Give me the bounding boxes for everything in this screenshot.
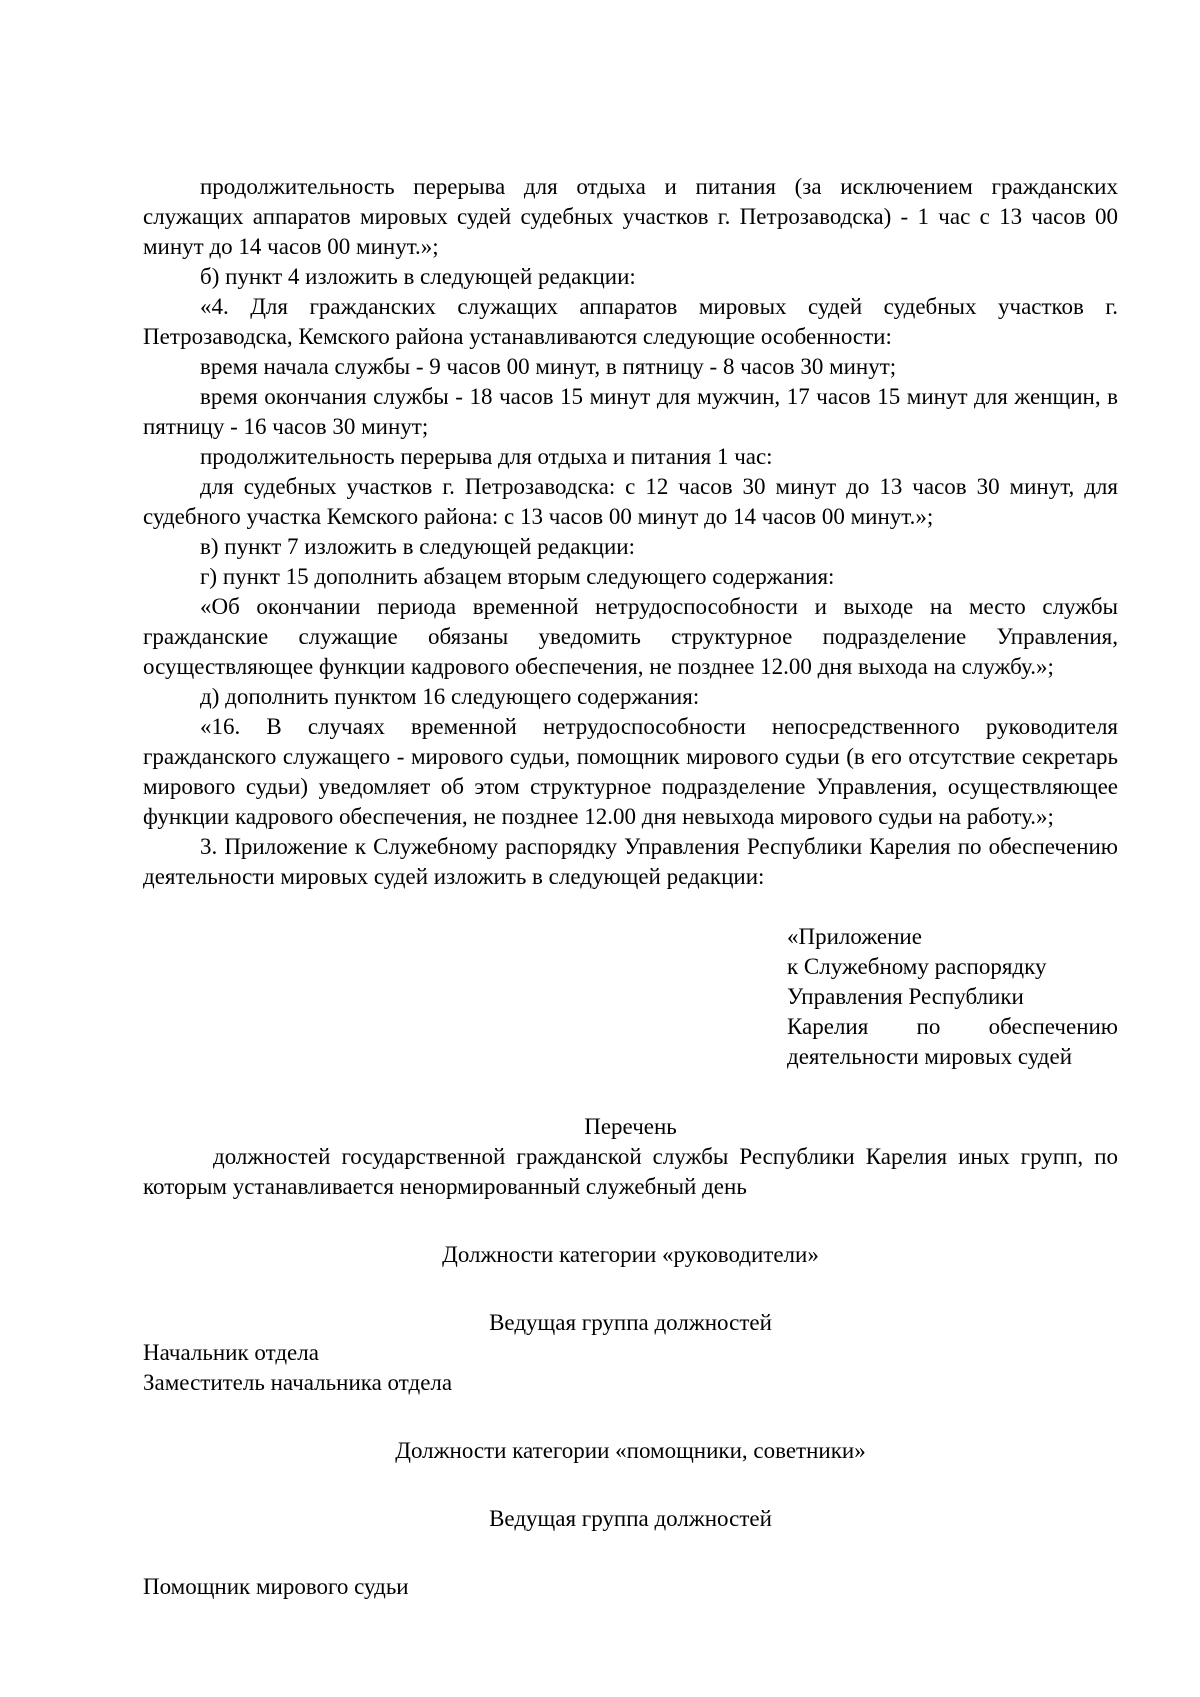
position-item: Начальник отдела	[143, 1340, 319, 1365]
paragraph-point-4: «4. Для гражданских служащих аппаратов мировых судей судебных участков г. Петрозаводска, Кемского района устанавливаются следующие особенности:	[143, 294, 1118, 349]
paragraph-item-g: г) пункт 15 дополнить абзацем вторым следующего содержания:	[200, 564, 835, 589]
position-item: Помощник мирового судьи	[143, 1574, 409, 1599]
appendix-line: Карелия по обеспечению	[787, 1014, 1118, 1039]
paragraph-start-time: время начала службы - 9 часов 00 минут, в пятницу - 8 часов 30 минут;	[200, 354, 897, 379]
appendix-line: «Приложение	[787, 924, 922, 949]
paragraph-item-d: д) дополнить пунктом 16 следующего содержания:	[200, 684, 700, 709]
paragraph-court-districts: для судебных участков г. Петрозаводска: с 12 часов 30 минут до 13 часов 30 минут, для судебного участка Кемского района: с 13 часов 00 минут до 14 часов 00 минут.»;	[143, 474, 1118, 529]
paragraph-break-duration: продолжительность перерыва для отдыха и питания (за исключением гражданских служащих аппаратов мировых судей судебных участков г. Петрозаводска) - 1 час с 13 часов 00 минут до 14 часов 00 минут.»;	[143, 174, 1118, 259]
list-title: Перечень	[584, 1114, 677, 1139]
group-heading: Ведущая группа должностей	[489, 1310, 772, 1335]
appendix-line: Управления Республики	[787, 984, 1024, 1009]
paragraph-point-16: «16. В случаях временной нетрудоспособности непосредственного руководителя гражданского служащего - мирового судьи, помощник мирового судьи (в его отсутствие секретарь мирового судьи) уведомляет об этом структурное подразделение Управления, осуществляющее функции кадрового обеспечения, не позднее 12.00 дня невыхода мирового судьи на работу.»;	[143, 714, 1118, 829]
paragraph-break: продолжительность перерыва для отдыха и питания 1 час:	[200, 444, 773, 469]
appendix-line: деятельности мировых судей	[787, 1044, 1073, 1069]
paragraph-item-b: б) пункт 4 изложить в следующей редакции:	[200, 264, 636, 289]
paragraph-end-time: время окончания службы - 18 часов 15 минут для мужчин, 17 часов 15 минут для женщин, в пятницу - 16 часов 30 минут;	[143, 384, 1118, 439]
appendix-line: к Служебному распорядку	[787, 954, 1047, 979]
list-subtitle: должностей государственной гражданской службы Республики Карелия иных групп, по которым устанавливается ненормированный служебный день	[143, 1144, 1118, 1199]
group-heading: Ведущая группа должностей	[489, 1506, 772, 1531]
category-heading: Должности категории «помощники, советники»	[395, 1438, 866, 1463]
appendix-header	[787, 922, 1118, 1072]
category-heading: Должности категории «руководители»	[442, 1242, 819, 1267]
position-item: Заместитель начальника отдела	[143, 1370, 453, 1395]
paragraph-sick-leave-end: «Об окончании периода временной нетрудоспособности и выходе на место службы гражданские служащие обязаны уведомить структурное подразделение Управления, осуществляющее функции кадрового обеспечения, не позднее 12.00 дня выхода на службу.»;	[143, 594, 1118, 679]
paragraph-point-3: 3. Приложение к Служебному распорядку Управления Республики Карелия по обеспечению деятельности мировых судей изложить в следующей редакции:	[143, 834, 1118, 889]
paragraph-item-v: в) пункт 7 изложить в следующей редакции:	[200, 534, 635, 559]
